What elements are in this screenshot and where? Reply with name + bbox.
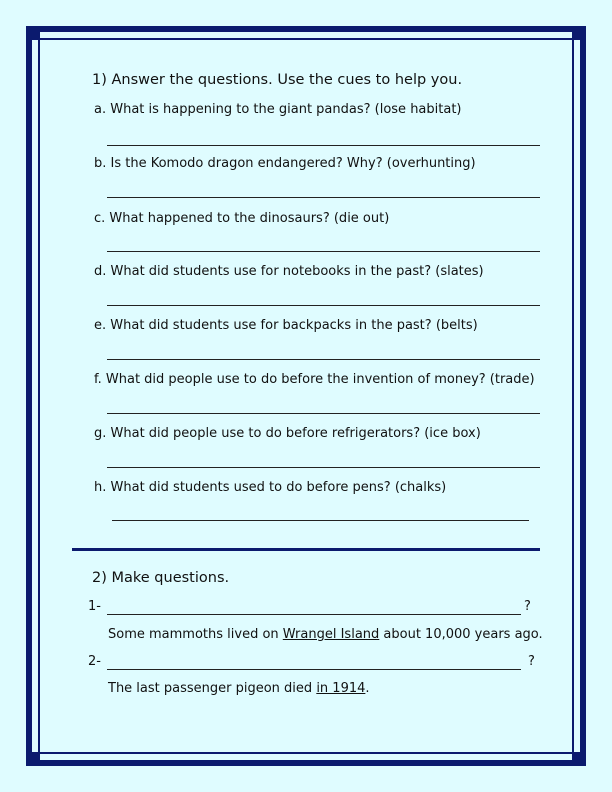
border-corner [572, 26, 586, 40]
question-d: d. What did students use for notebooks in the past? (slates) [94, 264, 484, 279]
answer-line-e[interactable] [107, 359, 540, 360]
answer-sentence-2 [108, 681, 370, 696]
answer-text-1a: Some mammoths lived on [108, 627, 283, 642]
question-mark-1: ? [524, 599, 531, 614]
question-a: a. What is happening to the giant pandas? (lose habitat) [94, 102, 462, 117]
answer-sentence-1 [108, 627, 543, 642]
answer-text-1b: about 10,000 years ago. [379, 627, 543, 642]
answer-line-f[interactable] [107, 413, 540, 414]
answer-text-2b: . [365, 681, 370, 696]
answer-line-a[interactable] [107, 145, 540, 146]
section1-heading: 1) Answer the questions. Use the cues to help you. [92, 72, 463, 88]
question-b: b. Is the Komodo dragon endangered? Why? (overhunting) [94, 156, 476, 171]
section-divider [72, 548, 540, 551]
question-g: g. What did people use to do before refrigerators? (ice box) [94, 426, 481, 441]
item-number-1: 1- [88, 599, 101, 614]
answer-line-b[interactable] [107, 197, 540, 198]
underlined-cue-1: Wrangel Island [282, 627, 380, 642]
answer-text-2a: The last passenger pigeon died [108, 681, 317, 696]
question-mark-2: ? [528, 654, 535, 669]
question-h: h. What did students used to do before pens? (chalks) [94, 480, 447, 495]
question-f: f. What did people use to do before the invention of money? (trade) [94, 372, 535, 387]
answer-line-c[interactable] [107, 251, 540, 252]
answer-line-d[interactable] [107, 305, 540, 306]
answer-line-h[interactable] [112, 520, 529, 521]
question-line-2[interactable] [107, 669, 521, 670]
border-corner [26, 26, 40, 40]
question-line-1[interactable] [107, 614, 521, 615]
section2-heading: 2) Make questions. [92, 570, 230, 586]
answer-line-g[interactable] [107, 467, 540, 468]
question-e: e. What did students use for backpacks in the past? (belts) [94, 318, 478, 333]
underlined-cue-2: in 1914 [316, 681, 366, 696]
question-c: c. What happened to the dinosaurs? (die out) [94, 211, 390, 226]
border-corner [572, 752, 586, 766]
item-number-2: 2- [88, 654, 101, 669]
border-corner [26, 752, 40, 766]
